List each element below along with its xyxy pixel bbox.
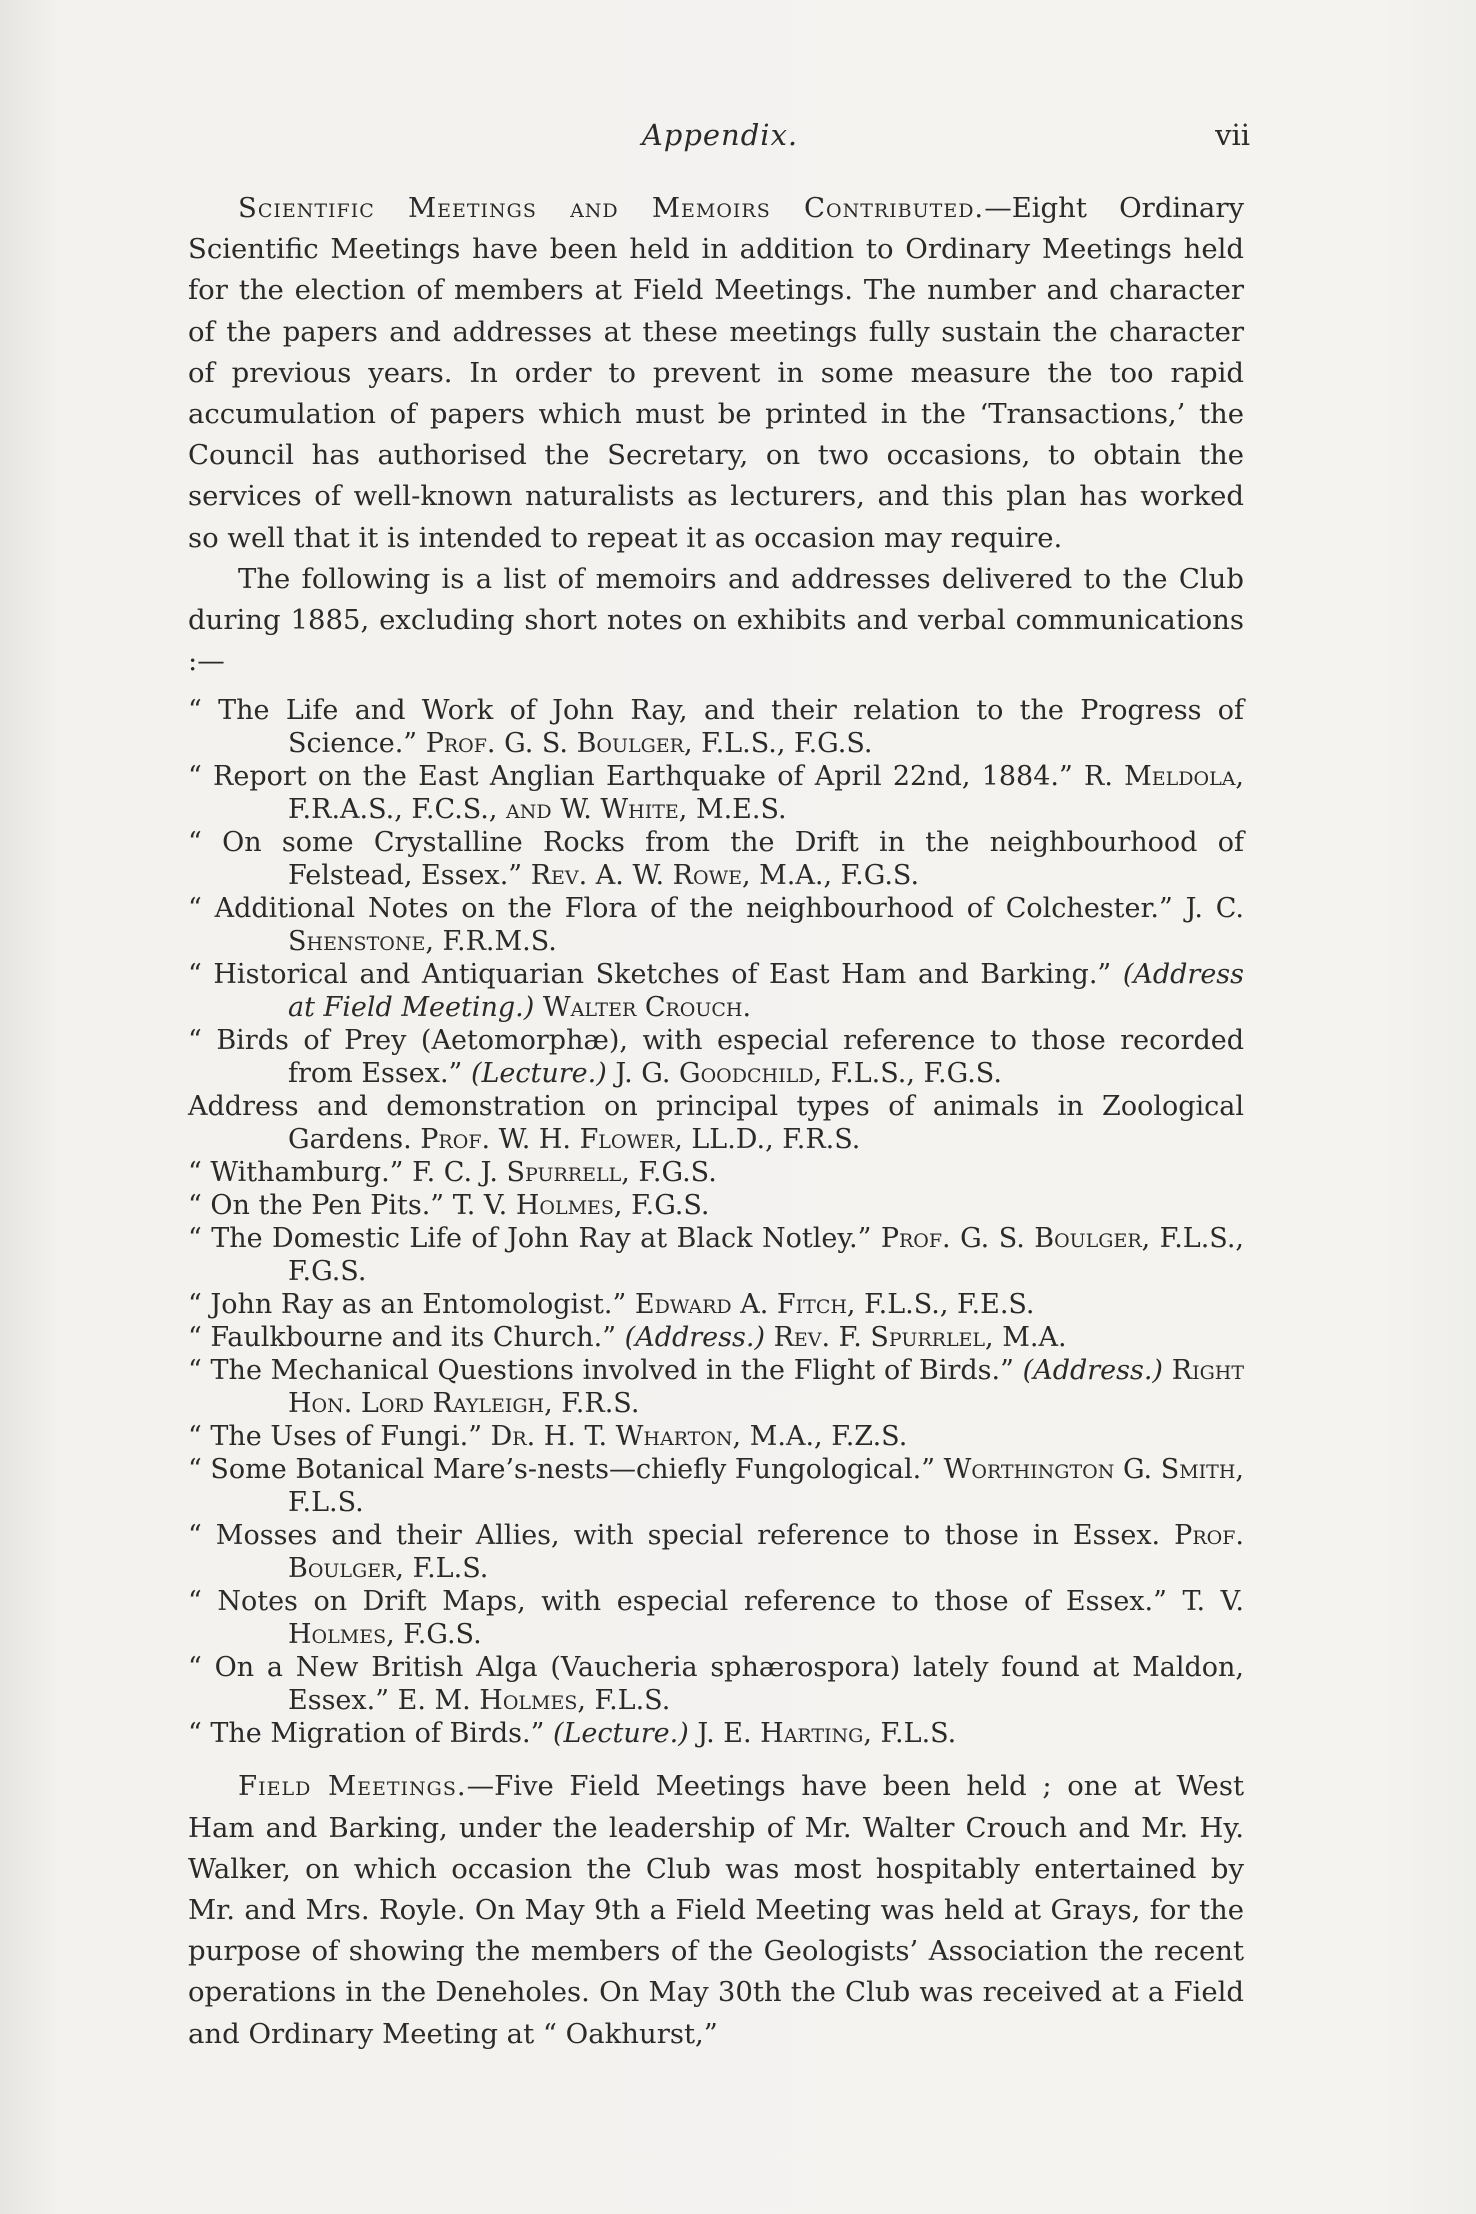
memoir-author: Rev. A. W. Rowe, M.A., F.G.S. [530, 860, 920, 892]
paragraph-text: —Eight Ordinary Scientific Meetings have been held in addition to Ordinary Meetings held for the election of members at Field Meetings. The number and character of the papers and addresses at these meetings fully sustain the character of previous years. In order to prevent in some measure the too rapid accumulation of papers which must be printed in the ‘Transactions,’ the Council has authorised the Secretary, on two occasions, to obtain the services of well-known naturalists as lecturers, and this plan has worked so well that it is intended to repeat it as occasion may require. [188, 192, 1245, 554]
memoir-author: Rev. F. Spurrlel, M.A. [773, 1322, 1067, 1354]
memoir-title: “ Withamburg.” [188, 1157, 404, 1189]
running-head [190, 118, 1250, 158]
memoir-title: “ Additional Notes on the Flora of the neighbourhood of Colchester.” [188, 893, 1173, 925]
memoir-author: R. Meldola, F.R.A.S., F.C.S., and W. White, M.E.S. [288, 761, 1245, 826]
memoir-note: (Lecture.) [552, 1718, 689, 1750]
memoir-title: “ The Uses of Fungi.” [188, 1421, 483, 1453]
paragraph-text: —Five Field Meetings have been held ; one at West Ham and Barking, under the leadership of Mr. Walter Crouch and Mr. Hy. Walker, on which occasion the Club was most hospitably entertained by Mr. and Mrs. Royle. On May 9th a Field Meeting was held at Grays, for the purpose of showing the members of the Geologists’ Association the recent operations in the Deneholes. On May 30th the Club was received at a Field and Ordinary Meeting at “ Oakhurst,” [188, 1770, 1244, 2050]
memoir-title: “ Notes on Drift Maps, with especial reference to those of Essex.” [188, 1586, 1167, 1618]
list-item [188, 1420, 1244, 1453]
memoir-author: Right Hon. Lord Rayleigh, F.R.S. [288, 1355, 1244, 1420]
list-item [188, 1321, 1244, 1354]
memoir-title: “ Historical and Antiquarian Sketches of East Ham and Barking.” [188, 959, 1112, 991]
list-item [188, 694, 1244, 760]
memoir-title: “ Some Botanical Mare’s-nests—chiefly Fungological.” [188, 1454, 936, 1486]
memoir-author: J. E. Harting, F.L.S. [697, 1718, 957, 1750]
memoir-author: Dr. H. T. Wharton, M.A., F.Z.S. [490, 1421, 908, 1453]
section-heading-field-meetings: Field Meetings. [238, 1770, 467, 1803]
memoir-note: (Address.) [624, 1322, 765, 1354]
list-item [188, 1354, 1244, 1420]
running-title: Appendix. [641, 118, 799, 152]
paragraph-list-intro: The following is a list of memoirs and addresses delivered to the Club during 1885, excluding short notes on exhibits and verbal communications :— [188, 562, 1244, 678]
memoir-author: T. V. Holmes, F.G.S. [452, 1190, 710, 1222]
page-number: vii [1215, 118, 1250, 152]
memoir-title: “ Mosses and their Allies, with special reference to those in Essex. [188, 1520, 1161, 1552]
list-item [188, 1156, 1244, 1189]
memoir-author: Prof. G. S. Boulger, F.L.S., F.G.S. [425, 728, 873, 760]
list-item [188, 760, 1244, 826]
list-item [188, 1519, 1244, 1585]
memoir-author: Prof. W. H. Flower, LL.D., F.R.S. [420, 1124, 861, 1156]
memoir-title: “ John Ray as an Entomologist.” [188, 1289, 627, 1321]
memoir-author: F. C. J. Spurrell, F.G.S. [412, 1157, 717, 1189]
memoir-title: “ The Domestic Life of John Ray at Black Notley.” [188, 1223, 872, 1255]
list-item [188, 958, 1244, 1024]
page-body [188, 188, 1244, 2055]
memoir-author: J. C. Shenstone, F.R.M.S. [288, 893, 1244, 958]
memoir-title: “ Faulkbourne and its Church.” [188, 1322, 617, 1354]
memoir-note: (Lecture.) [470, 1058, 607, 1090]
memoir-author: Prof. Boulger, F.L.S. [288, 1520, 1244, 1585]
section-heading-scientific-meetings: Scientific Meetings and Memoirs Contributed. [238, 192, 985, 224]
memoir-author: E. M. Holmes, F.L.S. [397, 1685, 671, 1717]
memoir-title: “ On a New British Alga (Vaucheria sphærospora) lately found at Maldon, Essex.” [188, 1652, 1244, 1717]
list-item [188, 826, 1244, 892]
memoir-title: “ The Migration of Birds.” [188, 1718, 545, 1750]
memoir-author: Edward A. Fitch, F.L.S., F.E.S. [634, 1289, 1035, 1321]
memoir-note: (Address.) [1022, 1355, 1163, 1387]
memoir-title: Address and demonstration on principal types of animals in Zoological Gardens. [188, 1091, 1244, 1156]
memoir-list [188, 694, 1244, 1750]
memoir-author: T. V. Holmes, F.G.S. [288, 1586, 1244, 1651]
list-item [188, 1189, 1244, 1222]
memoir-author: J. G. Goodchild, F.L.S., F.G.S. [615, 1058, 1002, 1090]
memoir-title: “ The Mechanical Questions involved in the Flight of Birds.” [188, 1355, 1014, 1387]
list-item [188, 1585, 1244, 1651]
list-item [188, 1651, 1244, 1717]
list-item [188, 1222, 1244, 1288]
memoir-title: “ The Life and Work of John Ray, and their relation to the Progress of Science.” [188, 695, 1244, 760]
memoir-title: “ Report on the East Anglian Earthquake of April 22nd, 1884.” [188, 761, 1073, 793]
list-item [188, 892, 1244, 958]
memoir-author: Walter Crouch. [542, 992, 752, 1024]
memoir-author: Prof. G. S. Boulger, F.L.S., F.G.S. [288, 1223, 1244, 1288]
list-item [188, 1024, 1244, 1090]
memoir-note: (Address at Field Meeting.) [288, 959, 1245, 1024]
list-item [188, 1453, 1244, 1519]
memoir-title: “ Birds of Prey (Aetomorphæ), with especial reference to those recorded from Essex.” [188, 1025, 1244, 1090]
paragraph-field-meetings [188, 1766, 1244, 2054]
memoir-author: Worthington G. Smith, F.L.S. [288, 1454, 1244, 1519]
list-item [188, 1288, 1244, 1321]
memoir-title: “ On some Crystalline Rocks from the Drift in the neighbourhood of Felstead, Essex.” [188, 827, 1244, 892]
list-item [188, 1717, 1244, 1750]
paragraph-scientific-meetings [188, 188, 1244, 559]
memoir-title: “ On the Pen Pits.” [188, 1190, 445, 1222]
list-item [188, 1090, 1244, 1156]
